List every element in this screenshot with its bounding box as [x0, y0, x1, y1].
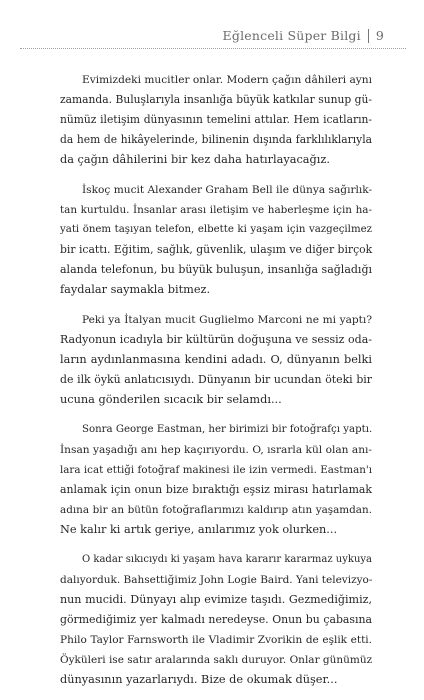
- text-line: Radyonun icadıyla bir kültürün doğuşuna ve sessiz oda-: [60, 333, 372, 346]
- text-line: İskoç mucit Alexander Graham Bell ile dünya sağırlık-: [82, 184, 373, 196]
- text-line: bir icattı. Eğitim, sağlık, güvenlik, ulaşım ve diğer birçok: [60, 243, 373, 256]
- running-header: [223, 28, 384, 43]
- text-line: görmediğimiz yer kalmadı neredeyse. Onun bu çabasına: [60, 613, 372, 626]
- text-line: Peki ya İtalyan mucit Guglielmo Marconi ne mi yaptı?: [82, 314, 372, 326]
- text-line: anlamak için onun bize bıraktığı eşsiz mirası hatırlamak: [60, 483, 372, 496]
- page-number: 9: [375, 28, 384, 43]
- header-dotted-rule: [20, 48, 406, 49]
- paragraph: [60, 310, 372, 410]
- text-line: Sonra George Eastman, her birimizi bir fotoğrafçı yaptı.: [82, 424, 373, 435]
- text-line: Öyküleri ise satır aralarında saklı duruyor. Onlar günümüz: [60, 654, 373, 666]
- text-line: da hem de hikâyelerinde, bilinenin dışında farklılıklarıyla: [60, 133, 372, 146]
- text-line: Evimizdeki mucitler onlar. Modern çağın dâhileri aynı: [82, 74, 372, 86]
- text-line: İnsan yaşadığı anı hep kaçırıyordu. O, ısrarla kül olan anı-: [60, 444, 372, 456]
- text-line: Philo Taylor Farnsworth ile Vladimir Zvorikin de eşlik etti.: [60, 634, 372, 646]
- text-line: alanda telefonun, bu büyük buluşun, insanlığa sağladığı: [60, 263, 372, 276]
- book-title: Eğlenceli Süper Bilgi: [222, 28, 361, 43]
- text-line: nun mucidi. Dünyayı alıp evimize taşıdı. Gezmediğimiz,: [60, 593, 372, 606]
- text-line: nümüz iletişim dünyasının temelini attılar. Hem icatların-: [60, 113, 372, 126]
- text-line: yati önem taşıyan telefon, elbette ki yaşam için vazgeçilmez: [60, 224, 372, 235]
- text-line: de ilk öykü anlatıcısıydı. Dünyanın bir ucundan öteki bir: [60, 373, 372, 386]
- text-line: lara icat ettiği fotoğraf makinesi ile izin vermedi. Eastman'ı: [60, 464, 372, 476]
- header-separator: [368, 29, 369, 43]
- text-line: adına bir an bütün fotoğraflarımızı kaldırıp atın yaşamdan.: [60, 504, 372, 516]
- text-line: Ne kalır ki artık geriye, anılarımız yok olurken...: [60, 523, 338, 536]
- paragraph: [60, 70, 372, 170]
- text-line: da çağın dâhilerini bir kez daha hatırlayacağız.: [60, 153, 330, 166]
- text-line: ucuna gönderilen sıcacık bir selamdı...: [60, 393, 282, 406]
- text-line: tan kurtuldu. İnsanlar arası iletişim ve haberleşme için ha-: [60, 204, 372, 216]
- paragraph: [60, 180, 372, 300]
- text-line: ların aydınlanmasına kendini adadı. O, dünyanın belki: [60, 353, 372, 366]
- paragraph: [60, 420, 372, 540]
- text-line: O kadar sıkıcıydı ki yaşam hava kararır kararmaz uykuya: [82, 554, 372, 565]
- text-line: dalıyorduk. Bahsettiğimiz John Logie Baird. Yani televizyo-: [60, 574, 373, 586]
- text-line: faydalar saymakla bitmez.: [60, 283, 211, 296]
- text-line: dünyasının yazarlarıydı. Bize de okumak düşer...: [60, 673, 338, 686]
- paragraph: [60, 550, 372, 690]
- body-text: [60, 70, 372, 700]
- text-line: zamanda. Buluşlarıyla insanlığa büyük katkılar sunup gü-: [60, 93, 372, 106]
